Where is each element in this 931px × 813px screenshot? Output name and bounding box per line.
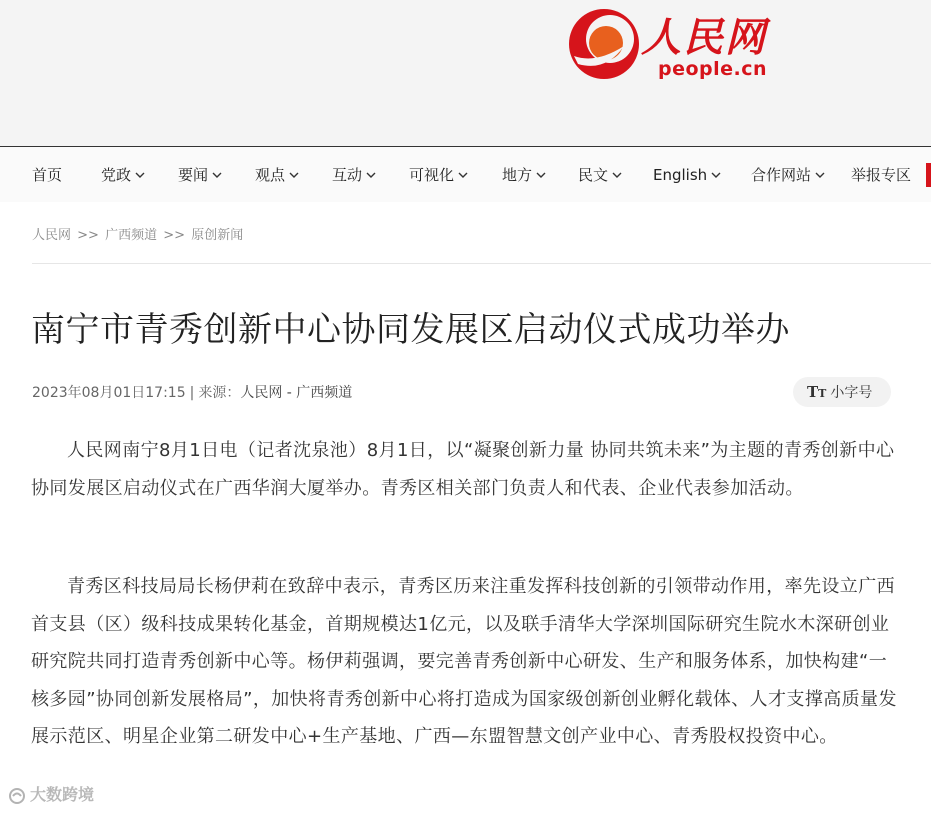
nav-item-report[interactable] [851, 147, 911, 203]
nav-label: 可视化 [409, 166, 455, 184]
watermark-logo-icon [8, 787, 26, 805]
breadcrumb-link-home[interactable]: 人民网 [32, 228, 72, 243]
site-header [0, 0, 931, 146]
chevron-down-icon [612, 172, 622, 179]
nav-item-english[interactable] [653, 147, 721, 203]
font-size-icon: TT [807, 383, 827, 401]
nav-label: 首页 [32, 166, 63, 184]
nav-label: 合作网站 [751, 166, 812, 184]
nav-item-interaction[interactable] [332, 147, 376, 203]
nav-label: 地方 [502, 166, 533, 184]
nav-label: 互动 [332, 166, 363, 184]
logo-chinese-text: 人民网 [641, 14, 767, 61]
nav-label: 观点 [255, 166, 286, 184]
nav-label: 党政 [101, 166, 132, 184]
breadcrumb-link-guangxi[interactable]: 广西频道 [105, 228, 158, 243]
nav-label: 民文 [578, 166, 609, 184]
breadcrumb-divider [32, 263, 931, 264]
main-nav [0, 146, 931, 202]
chevron-down-icon [366, 172, 376, 179]
nav-item-partners[interactable] [751, 147, 825, 203]
logo-english-text: people.cn [658, 58, 768, 80]
chevron-down-icon [212, 172, 222, 179]
source-label: 来源： [198, 385, 241, 401]
chevron-down-icon [815, 172, 825, 179]
nav-item-party[interactable] [101, 147, 145, 203]
breadcrumb-separator: >> [77, 228, 99, 243]
article-paragraph: 人民网南宁8月1日电（记者沈泉池）8月1日，以“凝聚创新力量 协同共筑未来”为主题的青秀创新中心协同发展区启动仪式在广西华润大厦举办。青秀区相关部门负责人和代表、企业代表参加活动。 [31, 440, 895, 499]
watermark-text: 大数跨境 [30, 785, 95, 804]
nav-item-local[interactable] [502, 147, 546, 203]
nav-item-home[interactable] [32, 147, 62, 203]
breadcrumb [32, 224, 245, 243]
source-link[interactable]: 人民网 - 广西频道 [240, 385, 353, 401]
chevron-down-icon [536, 172, 546, 179]
nav-accent-edge [926, 163, 931, 187]
chevron-down-icon [135, 172, 145, 179]
site-logo[interactable] [566, 4, 786, 86]
chevron-down-icon [711, 172, 721, 179]
publish-datetime: 2023年08月01日17:15 [32, 385, 186, 401]
article-title: 南宁市青秀创新中心协同发展区启动仪式成功举办 [31, 310, 790, 350]
nav-item-news[interactable] [178, 147, 222, 203]
watermark [8, 782, 94, 805]
nav-item-visualization[interactable] [409, 147, 468, 203]
font-size-label: 小字号 [830, 385, 873, 401]
breadcrumb-link-original[interactable]: 原创新闻 [191, 228, 244, 243]
chevron-down-icon [289, 172, 299, 179]
nav-item-opinion[interactable] [255, 147, 299, 203]
chevron-down-icon [458, 172, 468, 179]
font-size-toggle-button[interactable] [793, 377, 891, 407]
nav-label: English [653, 166, 708, 184]
article-meta [32, 382, 352, 402]
logo-emblem-icon [566, 6, 642, 82]
meta-separator: | [189, 385, 195, 401]
article-paragraph: 青秀区科技局局长杨伊莉在致辞中表示，青秀区历来注重发挥科技创新的引领带动作用，率先设立广西首支县（区）级科技成果转化基金，首期规模达1亿元，以及联手清华大学深圳国际研究生院水木深研创业研究院共同打造青秀创新中心等。杨伊莉强调，要完善青秀创新中心研发、生产和服务体系，加快构建“一核多园”协同创新发展格局”，加快将青秀创新中心将打造成为国家级创新创业孵化载体、人才支撑高质量发展示范区、明星企业第二研发中心+生产基地、广西—东盟智慧文创产业中心、青秀股权投资中心。 [31, 576, 897, 747]
nav-item-ethnic[interactable] [578, 147, 622, 203]
breadcrumb-separator: >> [163, 228, 186, 243]
nav-label: 举报专区 [851, 166, 912, 184]
nav-label: 要闻 [178, 166, 209, 184]
